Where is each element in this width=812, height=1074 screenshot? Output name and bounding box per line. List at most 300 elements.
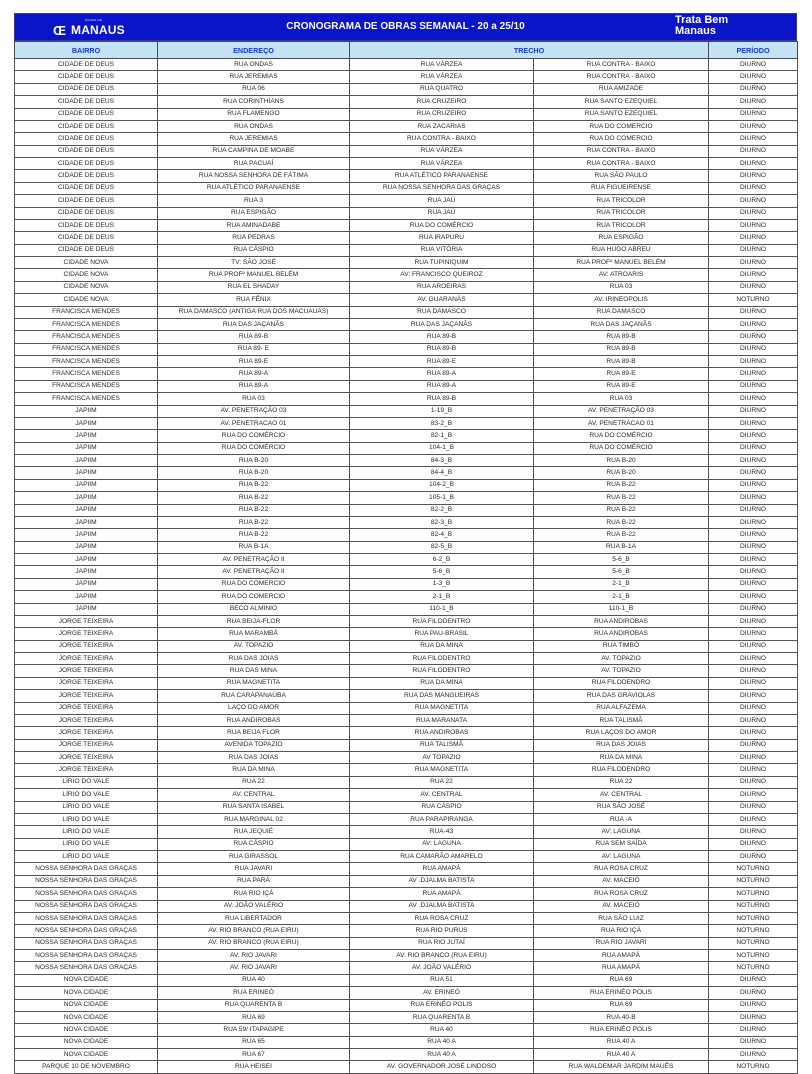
cell-endereco: RUA BEIJA FLOR bbox=[158, 727, 350, 739]
cell-trecho-de: AV. RIO BRANCO (RUA EIRU) bbox=[350, 950, 534, 962]
cell-trecho-de: RUA RIO JUTAÍ bbox=[350, 937, 534, 949]
cell-trecho-ate: RUA B-1A bbox=[534, 541, 709, 553]
cell-endereco: AV. PENETRAÇÃO II bbox=[158, 554, 350, 566]
cell-trecho-ate: RUA ROSA CRUZ bbox=[534, 888, 709, 900]
cell-trecho-de: 110-1_B bbox=[350, 603, 534, 615]
cell-trecho-de: 104-1_B bbox=[350, 442, 534, 454]
cell-trecho-de: RUA 89-B bbox=[350, 331, 534, 343]
cell-periodo: DIURNO bbox=[709, 417, 798, 429]
cell-trecho-de: RUA 89-A bbox=[350, 368, 534, 380]
cell-trecho-ate: AV. MACEIÓ bbox=[534, 875, 709, 887]
cell-trecho-de: AV: LAGUNA bbox=[350, 838, 534, 850]
table-row bbox=[15, 417, 798, 429]
cell-trecho-ate: RUA 89-E bbox=[534, 368, 709, 380]
cell-trecho-de: AV. CENTRAL bbox=[350, 789, 534, 801]
cell-trecho-de: RUA JAÚ bbox=[350, 195, 534, 207]
cell-bairro: FRANCISCA MENDES bbox=[15, 318, 158, 330]
cell-bairro: NOVA CIDADE bbox=[15, 987, 158, 999]
cell-bairro: JORGE TEIXEIRA bbox=[15, 615, 158, 627]
cell-trecho-de: RUA 89-E bbox=[350, 356, 534, 368]
cell-periodo: DIURNO bbox=[709, 628, 798, 640]
table-row bbox=[15, 937, 798, 949]
cell-trecho-ate: RUA LAÇOS DO AMOR bbox=[534, 727, 709, 739]
cell-periodo: NOTURNO bbox=[709, 950, 798, 962]
cell-endereco: RUA RIO IÇÁ bbox=[158, 888, 350, 900]
cell-trecho-de: RUA MAGNETITA bbox=[350, 764, 534, 776]
cell-trecho-ate: RUA 89-B bbox=[534, 343, 709, 355]
cell-trecho-ate: AV. MACEIÓ bbox=[534, 900, 709, 912]
cell-trecho-de: RUA-43 bbox=[350, 826, 534, 838]
cell-endereco: RUA FÊNIX bbox=[158, 294, 350, 306]
cell-endereco: RUA PACUAÍ bbox=[158, 158, 350, 170]
cell-endereco: AV. TOPAZIO bbox=[158, 640, 350, 652]
cell-trecho-ate: RUA CONTRA - BAIXO bbox=[534, 145, 709, 157]
cell-bairro: JAPIIM bbox=[15, 430, 158, 442]
cell-bairro: JORGE TEIXEIRA bbox=[15, 727, 158, 739]
cell-trecho-ate: RUA 89-B bbox=[534, 356, 709, 368]
cell-periodo: DIURNO bbox=[709, 1024, 798, 1036]
table-row bbox=[15, 108, 798, 120]
cell-endereco: RUA ONDAS bbox=[158, 59, 350, 71]
cell-trecho-ate: RUA 40-B bbox=[534, 1011, 709, 1023]
cell-periodo: DIURNO bbox=[709, 257, 798, 269]
cell-endereco: RUA 89- E bbox=[158, 343, 350, 355]
cell-trecho-de: 82-1_B bbox=[350, 430, 534, 442]
cell-periodo: DIURNO bbox=[709, 492, 798, 504]
cell-trecho-de: 6-2_B bbox=[350, 554, 534, 566]
cell-endereco: RUA B-22 bbox=[158, 479, 350, 491]
table-row bbox=[15, 504, 798, 516]
cell-trecho-ate: RUA 40 A bbox=[534, 1036, 709, 1048]
cell-bairro: FRANCISCA MENDES bbox=[15, 368, 158, 380]
table-row bbox=[15, 999, 798, 1011]
cell-periodo: DIURNO bbox=[709, 752, 798, 764]
cell-bairro: CIDADE DE DEUS bbox=[15, 108, 158, 120]
cell-trecho-de: AV. GOVERNADOR JOSÉ LINDOSO bbox=[350, 1061, 534, 1073]
cell-trecho-ate: RUA FIGUEIRENSE bbox=[534, 182, 709, 194]
cell-bairro: NOVA CIDADE bbox=[15, 999, 158, 1011]
cell-trecho-ate: AV. PENETRAÇÃO 03 bbox=[534, 405, 709, 417]
cell-bairro: JAPIIM bbox=[15, 467, 158, 479]
schedule-table bbox=[14, 41, 798, 1074]
cell-periodo: NOTURNO bbox=[709, 1061, 798, 1073]
table-row bbox=[15, 727, 798, 739]
cell-trecho-ate: RUA AMAPÁ bbox=[534, 962, 709, 974]
cell-periodo: DIURNO bbox=[709, 789, 798, 801]
cell-trecho-ate: 5-6_B bbox=[534, 566, 709, 578]
cell-trecho-ate: 110-1_B bbox=[534, 603, 709, 615]
cell-trecho-ate: RUA ALFAZEMA bbox=[534, 702, 709, 714]
cell-endereco: AV. RIO JAVARI bbox=[158, 950, 350, 962]
cell-periodo: DIURNO bbox=[709, 96, 798, 108]
cell-periodo: DIURNO bbox=[709, 281, 798, 293]
table-row bbox=[15, 516, 798, 528]
cell-trecho-ate: AV: LAGUNA bbox=[534, 826, 709, 838]
logo-line-1: Trata Bem bbox=[675, 14, 729, 26]
cell-endereco: RUA ERINEÓ bbox=[158, 987, 350, 999]
cell-trecho-de: RUA QUATRO bbox=[350, 83, 534, 95]
cell-bairro: NOVA CIDADE bbox=[15, 1036, 158, 1048]
logo-mark-icon: Œ bbox=[53, 23, 65, 38]
cell-bairro: CIDADE NOVA bbox=[15, 257, 158, 269]
cell-bairro: CIDADE DE DEUS bbox=[15, 120, 158, 132]
cell-bairro: FRANCISCA MENDES bbox=[15, 380, 158, 392]
cell-periodo: DIURNO bbox=[709, 640, 798, 652]
cell-endereco: RUA 22 bbox=[158, 776, 350, 788]
cell-trecho-ate: RUA B-22 bbox=[534, 529, 709, 541]
cell-trecho-de: 105-1_B bbox=[350, 492, 534, 504]
table-row bbox=[15, 888, 798, 900]
cell-endereco: RUA ESPIGÃO bbox=[158, 207, 350, 219]
table-row bbox=[15, 653, 798, 665]
table-row bbox=[15, 479, 798, 491]
table-row bbox=[15, 1011, 798, 1023]
cell-bairro: JAPIIM bbox=[15, 479, 158, 491]
cell-endereco: RUA 65 bbox=[158, 1036, 350, 1048]
cell-bairro: LIRIO DO VALE bbox=[15, 851, 158, 863]
cell-trecho-de: AV. GUARANÁS bbox=[350, 294, 534, 306]
cell-periodo: DIURNO bbox=[709, 1049, 798, 1061]
cell-trecho-ate: RUA RIO JAVARI bbox=[534, 937, 709, 949]
table-row bbox=[15, 591, 798, 603]
cell-bairro: JAPIIM bbox=[15, 541, 158, 553]
table-row bbox=[15, 640, 798, 652]
table-row bbox=[15, 467, 798, 479]
table-row bbox=[15, 257, 798, 269]
cell-trecho-ate: RUA DO COMÉRCIO bbox=[534, 430, 709, 442]
cell-trecho-de: RUA 40 A bbox=[350, 1049, 534, 1061]
column-header-trecho: TRECHO bbox=[350, 42, 709, 59]
cell-periodo: DIURNO bbox=[709, 714, 798, 726]
cell-periodo: DIURNO bbox=[709, 764, 798, 776]
cell-endereco: RUA EL SHADAY bbox=[158, 281, 350, 293]
cell-trecho-ate: RUA CONTRA - BAIXO bbox=[534, 59, 709, 71]
cell-periodo: DIURNO bbox=[709, 615, 798, 627]
cell-endereco: AV. RIO JAVARI bbox=[158, 962, 350, 974]
cell-trecho-de: AV .DJALMA BATISTA bbox=[350, 900, 534, 912]
cell-bairro: FRANCISCA MENDES bbox=[15, 393, 158, 405]
cell-bairro: CIDADE DE DEUS bbox=[15, 244, 158, 256]
cell-trecho-ate: AV. PENETRACAO 01 bbox=[534, 417, 709, 429]
cell-endereco: TV: SÃO JOSÉ bbox=[158, 257, 350, 269]
cell-bairro: JORGE TEIXEIRA bbox=[15, 764, 158, 776]
table-row bbox=[15, 430, 798, 442]
cell-endereco: RUA ONDAS bbox=[158, 120, 350, 132]
cell-trecho-de: RUA VÁRZEA bbox=[350, 145, 534, 157]
cell-bairro: FRANCISCA MENDES bbox=[15, 343, 158, 355]
cell-trecho-de: RUA AMAPÁ bbox=[350, 863, 534, 875]
cell-periodo: DIURNO bbox=[709, 1011, 798, 1023]
cell-bairro: NOSSA SENHORA DAS GRAÇAS bbox=[15, 888, 158, 900]
table-row bbox=[15, 59, 798, 71]
table-row bbox=[15, 714, 798, 726]
cell-periodo: NOTURNO bbox=[709, 962, 798, 974]
cell-periodo: DIURNO bbox=[709, 776, 798, 788]
cell-periodo: DIURNO bbox=[709, 331, 798, 343]
table-row bbox=[15, 554, 798, 566]
cell-bairro: FRANCISCA MENDES bbox=[15, 356, 158, 368]
cell-endereco: RUA DAMASCO (ANTIGA RUA DOS MACUAUAS) bbox=[158, 306, 350, 318]
cell-trecho-de: RUA MAGNETITA bbox=[350, 702, 534, 714]
cell-trecho-ate: RUA -A bbox=[534, 813, 709, 825]
cell-trecho-ate: RUA TALISMÃ bbox=[534, 714, 709, 726]
cell-trecho-de: RUA 89-A bbox=[350, 380, 534, 392]
table-row bbox=[15, 900, 798, 912]
cell-trecho-de: RUA CÁSPIO bbox=[350, 801, 534, 813]
cell-periodo: DIURNO bbox=[709, 318, 798, 330]
cell-endereco: RUA AMINADABE bbox=[158, 219, 350, 231]
cell-trecho-ate: RUA 89-B bbox=[534, 331, 709, 343]
cell-periodo: DIURNO bbox=[709, 133, 798, 145]
cell-trecho-de: RUA 89-B bbox=[350, 343, 534, 355]
cell-endereco: RUA QUARENTA B bbox=[158, 999, 350, 1011]
cell-endereco: RUA 89-A bbox=[158, 380, 350, 392]
cell-bairro: NOVA CIDADE bbox=[15, 1024, 158, 1036]
cell-trecho-de: 2-1_B bbox=[350, 591, 534, 603]
cell-trecho-ate: RUA ERINÉO POLIS bbox=[534, 1024, 709, 1036]
cell-endereco: RUA PEDRAS bbox=[158, 232, 350, 244]
cell-endereco: RUA DO COMÉRCIO bbox=[158, 442, 350, 454]
cell-endereco: RUA CARAPANAÚBA bbox=[158, 690, 350, 702]
table-row bbox=[15, 801, 798, 813]
cell-trecho-ate: RUA 69 bbox=[534, 999, 709, 1011]
cell-bairro: JAPIIM bbox=[15, 442, 158, 454]
cell-trecho-de: RUA ROSA CRUZ bbox=[350, 912, 534, 924]
cell-trecho-de: RUA VITÓRIA bbox=[350, 244, 534, 256]
cell-trecho-ate: RUA PROFº MANUEL BELÉM bbox=[534, 257, 709, 269]
cell-trecho-de: AV. JOÃO VALÉRIO bbox=[350, 962, 534, 974]
cell-trecho-de: RUA ZACARIAS bbox=[350, 120, 534, 132]
cell-endereco: RUA HEISEI bbox=[158, 1061, 350, 1073]
cell-bairro: CIDADE NOVA bbox=[15, 269, 158, 281]
cell-periodo: DIURNO bbox=[709, 529, 798, 541]
table-row bbox=[15, 71, 798, 83]
cell-periodo: NOTURNO bbox=[709, 937, 798, 949]
cell-trecho-de: 1-3_B bbox=[350, 578, 534, 590]
cell-trecho-de: 5-6_B bbox=[350, 566, 534, 578]
table-row bbox=[15, 912, 798, 924]
cell-endereco: RUA PROFº MANUEL BELÉM bbox=[158, 269, 350, 281]
cell-periodo: DIURNO bbox=[709, 838, 798, 850]
table-row bbox=[15, 838, 798, 850]
cell-bairro: JAPIIM bbox=[15, 578, 158, 590]
cell-endereco: RUA JEREMIAS bbox=[158, 71, 350, 83]
cell-bairro: LÍRIO DO VALE bbox=[15, 801, 158, 813]
cell-endereco: RUA 06 bbox=[158, 83, 350, 95]
cell-endereco: RUA JEQUIÉ bbox=[158, 826, 350, 838]
cell-trecho-ate: RUA RIO IÇÁ bbox=[534, 925, 709, 937]
cell-endereco: BECO ALMINIO bbox=[158, 603, 350, 615]
cell-periodo: DIURNO bbox=[709, 677, 798, 689]
cell-periodo: DIURNO bbox=[709, 71, 798, 83]
logo-tagline: ÁGUAS DE bbox=[85, 18, 103, 22]
cell-trecho-de: RUA CRUZEIRO bbox=[350, 96, 534, 108]
cell-trecho-de: RUA FILODENTRO bbox=[350, 653, 534, 665]
column-header-bairro: BAIRRO bbox=[15, 42, 158, 59]
cell-endereco: RUA DA MINA bbox=[158, 764, 350, 776]
cell-periodo: DIURNO bbox=[709, 653, 798, 665]
cell-endereco: RUA DAS JOIAS bbox=[158, 752, 350, 764]
cell-endereco: AV. PENETRACAO 01 bbox=[158, 417, 350, 429]
cell-endereco: LAÇO DO AMOR bbox=[158, 702, 350, 714]
cell-trecho-de: RUA PAU-BRASIL bbox=[350, 628, 534, 640]
cell-periodo: DIURNO bbox=[709, 566, 798, 578]
cell-endereco: AV. JOÃO VALÉRIO bbox=[158, 900, 350, 912]
cell-trecho-ate: RUA SÃO LUIZ bbox=[534, 912, 709, 924]
cell-trecho-ate: RUA HUGO ABREU bbox=[534, 244, 709, 256]
cell-trecho-de: RUA CRUZEIRO bbox=[350, 108, 534, 120]
cell-periodo: DIURNO bbox=[709, 195, 798, 207]
cell-trecho-de: RUA DO COMÉRCIO bbox=[350, 219, 534, 231]
cell-endereco: RUA BEIJA-FLOR bbox=[158, 615, 350, 627]
cell-endereco: RUA FLAMENGO bbox=[158, 108, 350, 120]
cell-trecho-ate: AV. IRINEOPOLIS bbox=[534, 294, 709, 306]
table-row bbox=[15, 244, 798, 256]
cell-trecho-de: RUA FILODENTRO bbox=[350, 615, 534, 627]
cell-trecho-ate: RUA DO COMÉRCIO bbox=[534, 442, 709, 454]
cell-trecho-de: RUA TALISMÃ bbox=[350, 739, 534, 751]
cell-endereco: RUA ATLÉTICO PARANAENSE bbox=[158, 182, 350, 194]
table-row bbox=[15, 318, 798, 330]
cell-periodo: DIURNO bbox=[709, 306, 798, 318]
cell-trecho-de: RUA 51 bbox=[350, 974, 534, 986]
table-row bbox=[15, 752, 798, 764]
cell-bairro: PARQUE 10 DE NOVEMBRO bbox=[15, 1061, 158, 1073]
cell-bairro: JAPIIM bbox=[15, 504, 158, 516]
cell-bairro: JORGE TEIXEIRA bbox=[15, 702, 158, 714]
cell-endereco: RUA 59/ ITAPAGIPE bbox=[158, 1024, 350, 1036]
cell-periodo: DIURNO bbox=[709, 269, 798, 281]
cell-trecho-de: RUA NOSSA SENHORA DAS GRAÇAS bbox=[350, 182, 534, 194]
cell-trecho-de: 104-2_B bbox=[350, 479, 534, 491]
cell-trecho-de: RUA DAS JAÇANÃS bbox=[350, 318, 534, 330]
table-body bbox=[15, 59, 798, 1074]
cell-endereco: AV. CENTRAL bbox=[158, 789, 350, 801]
cell-trecho-ate: AV: LAGUNA bbox=[534, 851, 709, 863]
table-row bbox=[15, 677, 798, 689]
cell-trecho-ate: RUA SANTO EZEQUIEL bbox=[534, 96, 709, 108]
cell-periodo: DIURNO bbox=[709, 479, 798, 491]
cell-periodo: DIURNO bbox=[709, 727, 798, 739]
table-row bbox=[15, 306, 798, 318]
table-row bbox=[15, 863, 798, 875]
cell-trecho-de: RUA VÁRZEA bbox=[350, 59, 534, 71]
table-row bbox=[15, 158, 798, 170]
cell-periodo: DIURNO bbox=[709, 999, 798, 1011]
cell-trecho-ate: 5-6_B bbox=[534, 554, 709, 566]
table-row bbox=[15, 442, 798, 454]
cell-bairro: NOSSA SENHORA DAS GRAÇAS bbox=[15, 900, 158, 912]
cell-endereco: RUA B-22 bbox=[158, 504, 350, 516]
cell-bairro: JAPIIM bbox=[15, 405, 158, 417]
cell-bairro: JAPIIM bbox=[15, 554, 158, 566]
table-row bbox=[15, 120, 798, 132]
cell-trecho-ate: RUA B-22 bbox=[534, 504, 709, 516]
cell-trecho-ate: RUA 40 A bbox=[534, 1049, 709, 1061]
cell-periodo: DIURNO bbox=[709, 504, 798, 516]
cell-bairro: JORGE TEIXEIRA bbox=[15, 739, 158, 751]
cell-trecho-de: AV: FRANCISCO QUEIROZ bbox=[350, 269, 534, 281]
table-row bbox=[15, 875, 798, 887]
cell-trecho-ate: RUA B-20 bbox=[534, 467, 709, 479]
cell-trecho-de: RUA ATLÉTICO PARANAENSE bbox=[350, 170, 534, 182]
cell-bairro: NOVA CIDADE bbox=[15, 1011, 158, 1023]
cell-bairro: JAPIIM bbox=[15, 516, 158, 528]
cell-endereco: RUA MAGNETITA bbox=[158, 677, 350, 689]
cell-periodo: DIURNO bbox=[709, 380, 798, 392]
cell-endereco: RUA 3 bbox=[158, 195, 350, 207]
cell-bairro: CIDADE DE DEUS bbox=[15, 182, 158, 194]
cell-bairro: JORGE TEIXEIRA bbox=[15, 640, 158, 652]
cell-trecho-de: RUA FILODENTRO bbox=[350, 665, 534, 677]
cell-bairro: CIDADE DE DEUS bbox=[15, 71, 158, 83]
cell-periodo: DIURNO bbox=[709, 108, 798, 120]
table-row bbox=[15, 232, 798, 244]
cell-endereco: RUA B-20 bbox=[158, 455, 350, 467]
column-header-periodo: PERÍODO bbox=[709, 42, 798, 59]
cell-periodo: DIURNO bbox=[709, 974, 798, 986]
cell-trecho-de: RUA MARANATA bbox=[350, 714, 534, 726]
table-row bbox=[15, 368, 798, 380]
cell-bairro: CIDADE DE DEUS bbox=[15, 145, 158, 157]
cell-bairro: NOVA CIDADE bbox=[15, 1049, 158, 1061]
cell-trecho-de: RUA 22 bbox=[350, 776, 534, 788]
table-row bbox=[15, 331, 798, 343]
cell-bairro: LIRIO DO VALE bbox=[15, 826, 158, 838]
cell-trecho-ate: RUA WALDEMAR JARDIM MAUÊS bbox=[534, 1061, 709, 1073]
cell-trecho-de: RUA VÁRZEA bbox=[350, 71, 534, 83]
cell-periodo: DIURNO bbox=[709, 455, 798, 467]
cell-trecho-de: RUA VÁRZEA bbox=[350, 158, 534, 170]
cell-trecho-ate: RUA 03 bbox=[534, 281, 709, 293]
cell-endereco: RUA JAVARI bbox=[158, 863, 350, 875]
cell-trecho-ate: RUA CONTRA - BAIXO bbox=[534, 71, 709, 83]
table-row bbox=[15, 813, 798, 825]
cell-trecho-ate: RUA B-20 bbox=[534, 455, 709, 467]
cell-trecho-ate: RUA DA MINA bbox=[534, 752, 709, 764]
cell-bairro: JORGE TEIXEIRA bbox=[15, 628, 158, 640]
cell-bairro: JORGE TEIXEIRA bbox=[15, 665, 158, 677]
table-row bbox=[15, 170, 798, 182]
table-row bbox=[15, 1036, 798, 1048]
cell-trecho-de: RUA 89-B bbox=[350, 393, 534, 405]
table-row bbox=[15, 182, 798, 194]
cell-endereco: RUA B-20 bbox=[158, 467, 350, 479]
cell-endereco: RUA CORINTHIANS bbox=[158, 96, 350, 108]
cell-trecho-de: RUA ERINÉO POLIS bbox=[350, 999, 534, 1011]
cell-periodo: NOTURNO bbox=[709, 875, 798, 887]
cell-periodo: DIURNO bbox=[709, 690, 798, 702]
cell-trecho-ate: RUA AMIZADE bbox=[534, 83, 709, 95]
cell-bairro: LÍRIO DO VALE bbox=[15, 789, 158, 801]
table-row bbox=[15, 356, 798, 368]
cell-bairro: NOSSA SENHORA DAS GRAÇAS bbox=[15, 925, 158, 937]
table-row bbox=[15, 281, 798, 293]
cell-periodo: DIURNO bbox=[709, 591, 798, 603]
cell-bairro: LÍRIO DO VALE bbox=[15, 776, 158, 788]
table-row bbox=[15, 83, 798, 95]
cell-endereco: RUA B-22 bbox=[158, 529, 350, 541]
cell-bairro: FRANCISCA MENDES bbox=[15, 331, 158, 343]
cell-trecho-de: RUA 40 A bbox=[350, 1036, 534, 1048]
cell-trecho-de: RUA RIO PURUS bbox=[350, 925, 534, 937]
cell-trecho-ate: AV. TOPAZIO bbox=[534, 653, 709, 665]
cell-endereco: RUA PARÁ bbox=[158, 875, 350, 887]
cell-trecho-de: RUA CONTRA - BAIXO bbox=[350, 133, 534, 145]
cell-endereco: RUA NOSSA SENHORA DE FÁTIMA bbox=[158, 170, 350, 182]
cell-bairro: CIDADE NOVA bbox=[15, 281, 158, 293]
cell-bairro: FRANCISCA MENDES bbox=[15, 306, 158, 318]
